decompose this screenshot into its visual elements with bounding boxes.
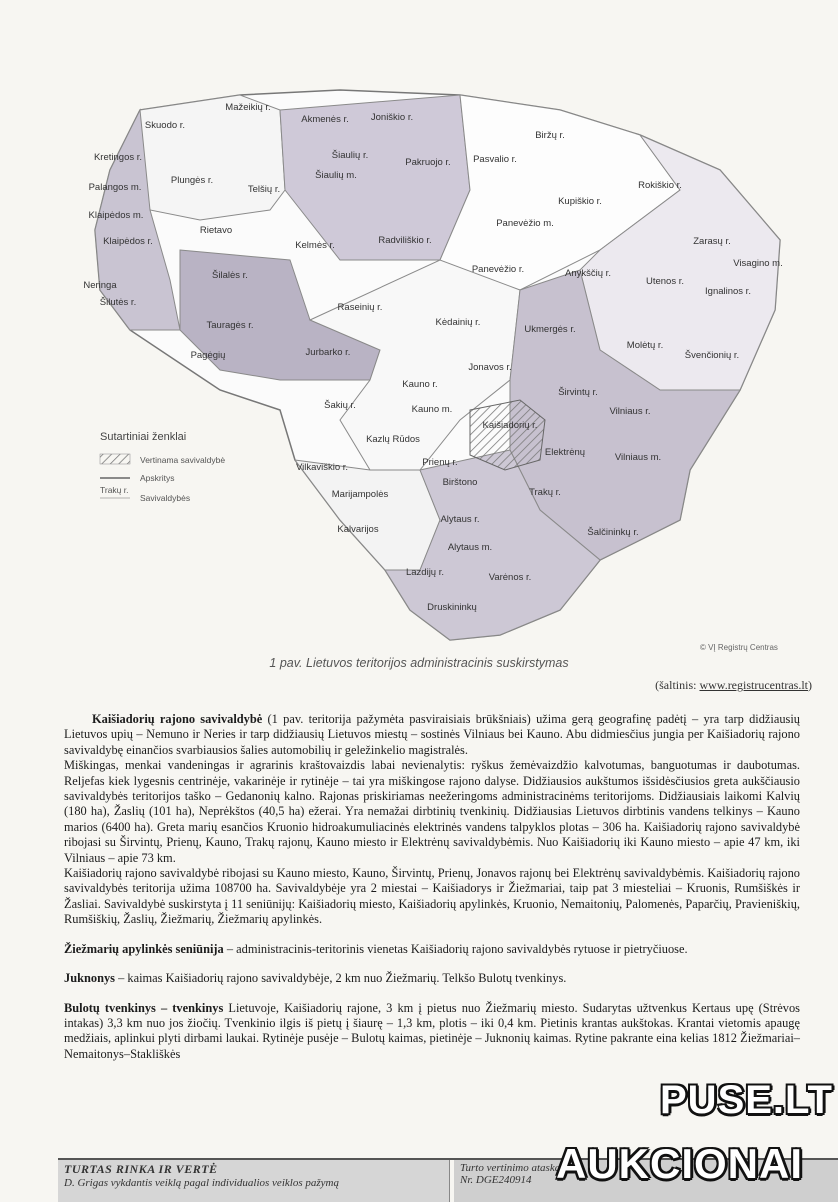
muni-label: Varėnos r. — [488, 572, 532, 583]
muni-label: Marijampolės — [331, 489, 389, 500]
legend-item-assessed: Vertinama savivaldybė — [140, 455, 226, 465]
paragraph-text: – administracinis-teritorinis vienetas Kaišiadorių rajono savivaldybės rytuose ir pietryčiuose. — [223, 941, 688, 956]
term-juknonys: Juknonys — [64, 971, 115, 986]
muni-label: Anykščių r. — [565, 268, 611, 279]
muni-label: Radviliškio r. — [378, 235, 432, 246]
body-text — [64, 712, 800, 1062]
term-seniunija: Žiežmarių apylinkės seniūnija — [64, 941, 224, 956]
paragraph-seniunija — [64, 942, 800, 957]
legend-title: Sutartiniai ženklai — [100, 431, 187, 443]
watermark-puse: PUSE.LT — [660, 1078, 833, 1122]
muni-label: Širvintų r. — [558, 387, 598, 398]
muni-label: Šalčininkų r. — [587, 527, 639, 538]
paragraph-juknonys — [64, 971, 800, 986]
muni-label: Pakruojo r. — [405, 157, 451, 168]
muni-label: Druskininkų — [427, 602, 477, 613]
muni-label: Šakių r. — [324, 400, 356, 411]
muni-label: Pagėgių — [190, 350, 226, 361]
muni-label: Kėdainių r. — [435, 317, 481, 328]
muni-label: Mažeikių r. — [225, 102, 271, 113]
muni-label: Skuodo r. — [144, 120, 186, 131]
muni-label: Utenos r. — [645, 276, 685, 287]
footer-company — [58, 1160, 450, 1202]
muni-label: Kaišiadorių r. — [482, 420, 538, 431]
term-bulotai: Bulotų tvenkinys – tvenkinys — [64, 1000, 224, 1015]
muni-label: Klaipėdos r. — [103, 236, 153, 247]
figure-source — [655, 678, 812, 693]
muni-label: Plungės r. — [170, 175, 214, 186]
paragraph-borders: Kaišiadorių rajono savivaldybė ribojasi su Kauno miesto, Kauno, Širvintų, Prienų, Jonavos rajonų bei Elektrėnų savivaldybėmis. Kaišiadorių rajono savivaldybės teritorija užima 108700 ha. Savivaldybėje yra 2 miestai – Kaišiadorys ir Žiežmariai, taip pat 3 miesteliai – Kruonis, Rumšiškės ir Žasliai. Savivaldybė suskirstyta į 11 seniūnijų: Kaišiadorių miesto, Kaišiadorių apylinkės, Kruonio, Nemaitonių, Palomenės, Paparčių, Pravieniškių, Rumšiškių, Žaslių, Žiežmarių, Žiežmarių apylinkės. — [64, 866, 800, 927]
paragraph-text: (1 pav. teritorija pažymėta pasviraisiais brūkšniais) užima gerą geografinę padėtį – yra tarp didžiausių Lietuvos upių – Nemuno ir Neries ir tarp didžiausių Lietuvos miestų – sostinės Vilniaus bei Kauno. Abu didmiesčius jungia per Kaišiadorių rajono savivaldybę einančios svarbiausios šalies automobilių ir geležinkelio magistralės. — [64, 712, 800, 757]
muni-label: Elektrėnų — [544, 447, 586, 458]
legend-item-counties: Apskritys — [140, 473, 175, 483]
muni-label: Šilutės r. — [99, 297, 137, 308]
muni-label: Jonavos r. — [468, 362, 512, 373]
source-suffix: ) — [808, 678, 812, 692]
muni-label: Kauno r. — [402, 379, 438, 390]
muni-label: Visagino m. — [733, 258, 783, 269]
muni-label: Ukmergės r. — [524, 324, 576, 335]
muni-label: Akmenės r. — [301, 114, 349, 125]
paragraph-text: Lietuvoje, Kaišiadorių rajone, 3 km į pietus nuo Žiežmarių miesto. Sudarytas užtvenkus Kertaus upę (Strėvos intakas) 3,3 km nuo jos žiočių. Tvenkinio ilgis iš pietų į šiaurę – 1,3 km, plotis – iki 0,4 km. Pietinis krantas aukštokas. Krantai vietomis apaugę medžiais, aplinkui plyti dirbami laukai. Rytinėje pusėje – Bulotų kaimas, pietinėje – Juknonių kaimas. Rytine pakrante eina kelias 1812 Žiežmariai–Nemaitonys–Stakliškės — [64, 1000, 800, 1061]
muni-label: Pasvalio r. — [473, 154, 517, 165]
muni-label: Lazdijų r. — [405, 567, 445, 578]
footer-company-name: TURTAS RINKA IR VERTĖ — [64, 1162, 218, 1176]
muni-label: Palangos m. — [88, 182, 142, 193]
muni-label: Kazlų Rūdos — [366, 434, 420, 445]
map-legend — [100, 431, 225, 503]
source-link[interactable]: www.registrucentras.lt — [699, 678, 808, 692]
muni-label: Šilalės r. — [212, 270, 248, 281]
paragraph-landscape: Miškingas, menkai vandeningas ir agrarinis kraštovaizdis labai nevienalytis: ryškus žemėvaizdžio kalvotumas, banguotumas ir daubotumas. Reljefas kiek lygesnis centrinėje, vakarinėje ir rytinėje – tai yra miškingose rajono dalyse. Didžiausios aukštumos išsidėsčiusios greta aukščiausio savivaldybės teritorijos taško – Gedanonių kalno. Rajonas priskiriamas neežeringoms administracinėms teritorijoms. Didžiausiais laikomi Kalvių (180 ha), Žaslių (101 ha), Neprėkštos (40,5 ha) ežerai. Yra nemažai dirbtinių tvenkinių. Didžiausias Lietuvos dirbtinis vandens telkinys – Kauno marios (6400 ha). Greta marių esančios Kruonio hidroakumuliacinės elektrinės vandens talpyklos plotas – 306 ha. Kaišiadorių rajono savivaldybė ribojasi su Širvintų, Prienų, Kauno, Trakų rajonų, Kauno miesto ir Elektrėnų savivaldybėmis. Nuo Kaišiadorių iki Kauno miesto – apie 47 km, iki Vilniaus – apie 73 km. — [64, 758, 800, 865]
figure-caption: 1 pav. Lietuvos teritorijos administracinis suskirstymas — [269, 656, 569, 670]
muni-label: Alytaus r. — [440, 514, 480, 525]
paragraph-bulotai — [64, 1001, 800, 1063]
footer-report-number: Nr. DGE240914 — [460, 1174, 532, 1186]
muni-label: Panevėžio r. — [471, 264, 525, 275]
watermark-aukcionai: AUKCIONAI — [556, 1140, 803, 1187]
map-credit: © VĮ Registrų Centras — [700, 643, 778, 652]
muni-label: Birštono — [442, 477, 478, 488]
lithuania-map — [40, 50, 810, 660]
muni-label: Vilkaviškio r. — [295, 462, 349, 473]
region-telsiai — [135, 95, 285, 220]
legend-item-municipalities: Savivaldybės — [140, 493, 191, 503]
muni-label: Molėtų r. — [626, 340, 664, 351]
footer-company-note: D. Grigas vykdantis veiklą pagal individualios veiklos pažymą — [64, 1177, 339, 1189]
muni-label: Šiaulių m. — [315, 170, 357, 181]
muni-label: Švenčionių r. — [684, 350, 740, 361]
muni-label: Prienų r. — [422, 457, 458, 468]
muni-label: Kelmės r. — [295, 240, 335, 251]
footer-report-title: Turto vertinimo ataskaita — [460, 1162, 572, 1174]
muni-label: Panevėžio m. — [496, 218, 554, 229]
paragraph-intro — [64, 712, 800, 758]
muni-label: Vilniaus r. — [609, 406, 651, 417]
muni-label: Trakų r. — [529, 487, 561, 498]
muni-label: Joniškio r. — [370, 112, 414, 123]
muni-label: Kalvarijos — [337, 524, 379, 535]
muni-label: Kauno m. — [411, 404, 453, 415]
muni-label: Tauragės r. — [206, 320, 254, 331]
muni-label: Biržų r. — [535, 130, 565, 141]
muni-label: Neringa — [83, 280, 117, 291]
muni-label: Vilniaus m. — [614, 452, 662, 463]
muni-label: Rokiškio r. — [638, 180, 682, 191]
muni-label: Kretingos r. — [93, 152, 143, 163]
legend-sample-label: Trakų r. — [100, 485, 129, 495]
term-kaisiadorys: Kaišiadorių rajono savivaldybė — [92, 712, 263, 726]
muni-label: Telšių r. — [247, 184, 281, 195]
paragraph-text: – kaimas Kaišiadorių rajono savivaldybėje, 2 km nuo Žiežmarių. Telkšo Bulotų tvenkinys. — [114, 971, 567, 986]
muni-label: Klaipėdos m. — [88, 210, 144, 221]
legend-hatch-swatch — [100, 454, 130, 464]
muni-label: Zarasų r. — [693, 236, 731, 247]
muni-label: Ignalinos r. — [705, 286, 751, 297]
muni-label: Jurbarko r. — [305, 347, 351, 358]
source-prefix: (šaltinis: — [655, 678, 700, 692]
kaisiadorys-highlight — [470, 400, 545, 470]
region-marijampole — [295, 460, 440, 570]
muni-label: Raseinių r. — [337, 302, 383, 313]
muni-label: Šiaulių r. — [331, 150, 369, 161]
muni-label: Rietavo — [199, 225, 233, 236]
muni-label: Kupiškio r. — [558, 196, 602, 207]
muni-label: Alytaus m. — [447, 542, 493, 553]
